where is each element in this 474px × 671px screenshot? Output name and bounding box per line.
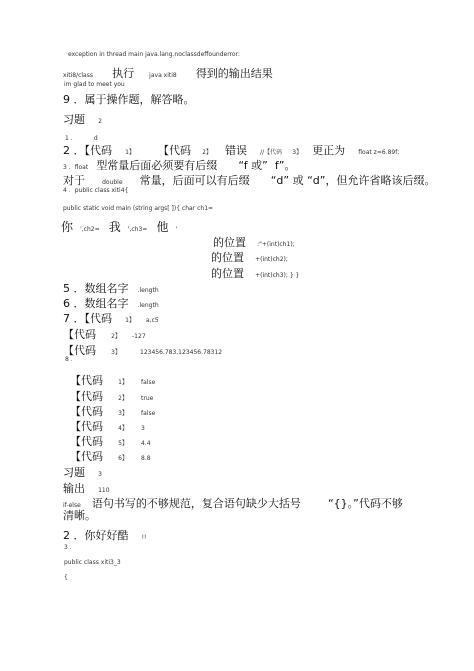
command: java xiti8 xyxy=(149,72,177,79)
text-run: 2】 xyxy=(111,333,121,340)
answer-2-8-code2 xyxy=(70,387,153,403)
code-print-3 xyxy=(211,264,299,280)
answer-3-3: 3 ． xyxy=(64,544,76,551)
answer-2-8-code1 xyxy=(70,371,155,387)
text-run: 3】 xyxy=(292,149,303,156)
answer-3-1 xyxy=(63,479,110,495)
text-run: 123456.783,123456.78312 xyxy=(140,349,223,356)
text-run: !! xyxy=(141,534,147,541)
text-run: 7 ．【代码 xyxy=(63,312,112,325)
answer-2-3 xyxy=(63,156,295,172)
text-run: true xyxy=(141,395,154,402)
text-run: 3】 xyxy=(111,349,121,356)
answer-2-2 xyxy=(63,141,399,157)
answer-9: 9 ．属于操作题，解答略。 xyxy=(63,93,195,106)
answer-2-8: 8 ． xyxy=(65,356,77,363)
text-run: 8.8 xyxy=(141,455,151,462)
text-run: 执行 xyxy=(112,67,135,80)
text-run: 【代码 xyxy=(63,328,96,341)
text-run: 【代码 xyxy=(70,390,103,403)
text-run: if-else xyxy=(63,502,81,509)
text-run: 【代码 xyxy=(70,420,103,433)
text-run: .length xyxy=(137,302,159,309)
text-run: 4.4 xyxy=(141,440,151,447)
answer-3-1-note xyxy=(63,494,403,510)
text-run: 5 ．数组名字 xyxy=(63,282,129,295)
text-run: 3 ．float xyxy=(63,164,89,171)
exercise-heading-2 xyxy=(63,110,102,126)
code-class-decl: 4 ．public class xiti4{ xyxy=(63,187,129,194)
answer-3-2 xyxy=(63,526,146,542)
text-run: 的位置 xyxy=(211,267,244,280)
text-run: +(int)ch3); } } xyxy=(255,272,300,279)
text-run: ',ch2= xyxy=(80,226,100,233)
text-run: 对于 xyxy=(63,174,85,187)
text-run: -127 xyxy=(132,333,146,340)
text-run: 3】 xyxy=(118,410,128,417)
text-run: 型常量后面必须要有后缀 xyxy=(96,159,218,172)
text-run: 2 ．你好好酷 xyxy=(63,529,129,542)
heading-number: 2 xyxy=(98,118,102,125)
text-result: 得到的输出结果 xyxy=(195,67,273,80)
text-run: 的位置 xyxy=(213,236,246,249)
code-open-brace: { xyxy=(64,574,68,581)
text-run: 110 xyxy=(98,487,110,494)
text-run: 更正为 xyxy=(312,144,346,157)
answer-2-7-code3 xyxy=(63,341,222,357)
text-run: 输出 xyxy=(63,482,85,495)
text-run: “d” 或 “d”，但允许省略该后缀。 xyxy=(270,174,436,187)
heading-number: 3 xyxy=(98,471,102,478)
text-run: 错误 xyxy=(225,144,248,157)
text-run: 【代码 xyxy=(70,435,103,448)
text-run: 1】 xyxy=(125,317,135,324)
text-run: 他 xyxy=(156,220,169,234)
code-main-decl: public static void main (string args[ ]){ char ch1= xyxy=(63,205,214,212)
text-run: a,c5 xyxy=(146,317,159,324)
answer-2-5 xyxy=(63,279,159,295)
answer-2-8-code3 xyxy=(70,402,155,418)
text-run: 【代码 xyxy=(70,374,103,387)
text-run: 4】 xyxy=(118,425,128,432)
text-run: 2】 xyxy=(118,395,128,402)
text-run: 语句书写的不够规范，复合语句缺少大括号 xyxy=(91,497,301,510)
answer-value: d xyxy=(93,135,98,142)
answer-2-8-code6 xyxy=(70,447,151,463)
text-run: 我 xyxy=(108,220,121,234)
code-print-2 xyxy=(211,248,288,264)
text-run: 【代码 xyxy=(70,405,103,418)
text-run: “{}。”代码不够 xyxy=(327,497,403,510)
code-print-1 xyxy=(213,233,295,249)
exercise-heading-3 xyxy=(63,463,102,479)
text-run: 1】 xyxy=(118,379,128,386)
answer-3-1-note-cont: 清晰。 xyxy=(63,509,96,522)
text-run: ' xyxy=(175,226,178,233)
text-run: 2】 xyxy=(202,149,212,156)
text-run: f”。 xyxy=(274,159,296,172)
answer-2-8-code5 xyxy=(70,432,151,448)
text-run: :"+(int)ch1); xyxy=(257,241,295,248)
text-run: false xyxy=(141,379,156,386)
text-run: false xyxy=(141,410,156,417)
text-run: 【代码 xyxy=(158,144,192,157)
text-run: 你 xyxy=(61,220,74,234)
text-run: “f 或” xyxy=(238,159,268,172)
answer-2-7-code2 xyxy=(63,325,146,341)
run-command-line xyxy=(63,64,273,80)
text-run: 2 ．【代码 xyxy=(63,144,112,157)
text-run: 的位置 xyxy=(211,251,244,264)
code-fix: float z=6.89f; xyxy=(358,149,400,156)
heading-label: 习题 xyxy=(63,113,85,126)
code-class-xiti3: public class xiti3_3 xyxy=(64,559,121,566)
text-run: +(int)ch2); xyxy=(255,256,288,263)
class-name: xiti8/class xyxy=(63,72,93,79)
error-output-line: exception in thread main java.lang.noclassdeffounderror: xyxy=(68,51,240,58)
text-run: .length xyxy=(137,287,159,294)
code-char-decl xyxy=(61,218,177,234)
answer-2-6 xyxy=(63,294,159,310)
text-run: 【代码 xyxy=(63,344,96,357)
text-run: 常量，后面可以有后缀 xyxy=(139,174,250,187)
text-run: 6 ．数组名字 xyxy=(63,297,129,310)
text-run: 【代码 xyxy=(70,450,103,463)
text-run: 3 xyxy=(141,425,145,432)
item-number: 1 ． xyxy=(65,135,77,142)
text-run: //【代码 xyxy=(260,149,283,156)
text-run: 6】 xyxy=(118,455,128,462)
answer-2-7 xyxy=(63,309,159,325)
text-run: double xyxy=(102,179,123,186)
program-output: im glad to meet you xyxy=(64,81,125,88)
text-run: 1】 xyxy=(125,149,135,156)
text-run: ',ch3= xyxy=(127,226,148,233)
heading-label: 习题 xyxy=(63,466,85,479)
text-run: 5】 xyxy=(118,440,128,447)
answer-2-3-cont xyxy=(63,171,436,187)
